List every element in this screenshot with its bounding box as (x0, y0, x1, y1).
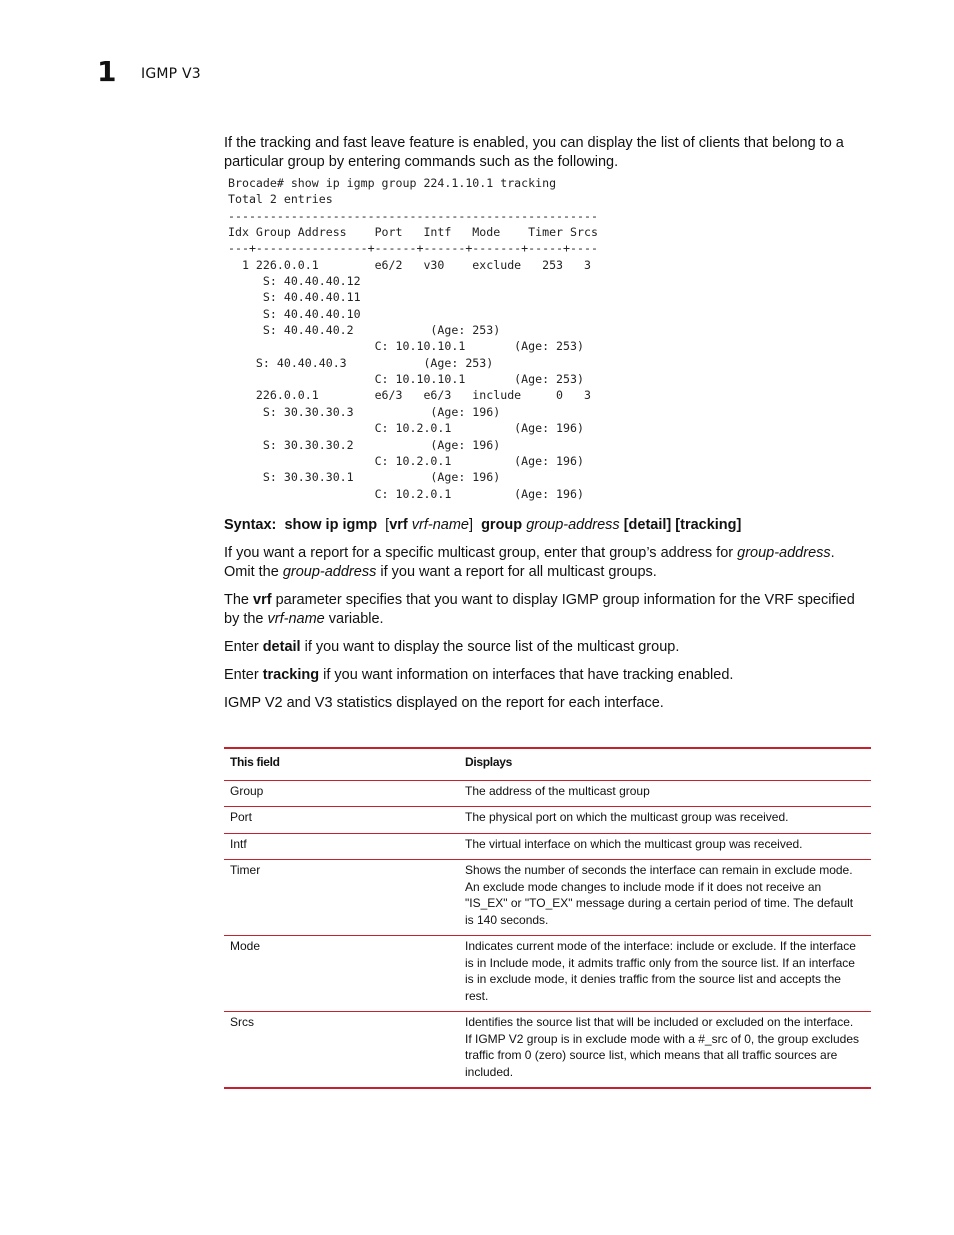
field-description-cell (459, 833, 871, 860)
field-name-cell: Mode (224, 936, 459, 1012)
description-line: The address of the multicast group (465, 783, 650, 798)
syntax-command: show ip igmp (284, 517, 378, 533)
field-description-cell (459, 860, 871, 936)
cli-line: S: 40.40.40.2 (Age: 253) (228, 323, 501, 338)
field-description-cell (459, 780, 871, 807)
cli-line: S: 40.40.40.10 (228, 306, 361, 321)
cli-line: S: 40.40.40.12 (228, 274, 361, 289)
syntax-label: Syntax: (224, 517, 277, 533)
table-row (224, 1012, 871, 1089)
description-line: If IGMP V2 group is in exclude mode with a #_src of 0, the group excludes traffic from 0 (zero) source list, which means that all traffic sources are included. (465, 1031, 859, 1079)
syntax-group-keyword: group (481, 517, 523, 533)
cli-line: S: 30.30.30.3 (Age: 196) (228, 404, 501, 419)
table-row (224, 780, 871, 807)
header-this-field: This field (224, 748, 459, 780)
cli-line: S: 40.40.40.3 (Age: 253) (228, 355, 494, 370)
header-displays: Displays (459, 748, 871, 780)
cli-line: C: 10.10.10.1 (Age: 253) (228, 339, 584, 354)
syntax-line (224, 517, 741, 533)
paragraph-detail: Enter detail if you want to display the source list of the multicast group. (224, 639, 680, 655)
syntax-tracking: [tracking] (675, 517, 742, 533)
paragraph-group-address: If you want a report for a specific multicast group, enter that group’s address for group-address. Omit the group-address if you want a report for all multicast groups. (224, 545, 835, 580)
cli-line: C: 10.2.0.1 (Age: 196) (228, 421, 584, 436)
field-name-cell: Intf (224, 833, 459, 860)
syntax-group-address: group-address (526, 517, 620, 533)
cli-line: C: 10.2.0.1 (Age: 196) (228, 453, 584, 468)
syntax-bracket: [ (385, 517, 390, 533)
paragraph-vrf: The vrf parameter specifies that you want to display IGMP group information for the VRF specified by the vrf-name variable. (224, 592, 855, 627)
field-name-cell: Group (224, 780, 459, 807)
table-header-row (224, 748, 871, 780)
cli-line: C: 10.2.0.1 (Age: 196) (228, 486, 584, 501)
cli-line: Brocade# show ip igmp group 224.1.10.1 tracking (228, 176, 557, 190)
cli-line: S: 40.40.40.11 (228, 290, 361, 305)
table-row (224, 860, 871, 936)
syntax-detail: [detail] (623, 517, 672, 533)
description-line: The physical port on which the multicast group was received. (465, 810, 789, 824)
paragraph-statistics: IGMP V2 and V3 statistics displayed on the report for each interface. (224, 695, 664, 711)
syntax-bracket: ] (468, 517, 474, 533)
paragraph-tracking: Enter tracking if you want information on interfaces that have tracking enabled. (224, 667, 734, 683)
field-name-cell: Timer (224, 860, 459, 936)
syntax-vrf-name: vrf-name (411, 517, 469, 533)
cli-line: ----------------------------------------------------- (228, 208, 598, 223)
field-name-cell: Port (224, 807, 459, 834)
description-line: Shows the number of seconds the interface can remain in exclude mode. An exclude mode changes to include mode if it does not receive an "IS_EX" or "TO_EX" message during a certain period of time. The default is 140 seconds. (465, 863, 854, 927)
cli-line: 226.0.0.1 e6/3 e6/3 include 0 3 (228, 388, 591, 403)
field-description-cell (459, 807, 871, 834)
field-description-cell (459, 936, 871, 1012)
syntax-vrf-keyword: vrf (389, 517, 408, 533)
field-description-cell (459, 1012, 871, 1089)
cli-line: 1 226.0.0.1 e6/2 v30 exclude 253 3 (228, 257, 591, 272)
cli-line: ---+----------------+------+------+-------+-----+---- (228, 241, 598, 256)
cli-line: S: 30.30.30.2 (Age: 196) (228, 437, 501, 452)
description-line: Indicates current mode of the interface: include or exclude. If the interface is in Include mode, it admits traffic only from the source list. If an interface is in exclude mode, it denies traffic from the source list and accepts the rest. (465, 939, 856, 1003)
running-head: IGMP V3 (141, 66, 201, 82)
field-name-cell: Srcs (224, 1012, 459, 1089)
description-line: Identifies the source list that will be included or excluded on the interface. (465, 1015, 854, 1029)
table-row (224, 936, 871, 1012)
table-row (224, 833, 871, 860)
field-description-table (224, 747, 871, 1089)
intro-paragraph: If the tracking and fast leave feature is enabled, you can display the list of clients that belong to a particular group by entering commands such as the following. (224, 135, 844, 170)
cli-line: Idx Group Address Port Intf Mode Timer Srcs (228, 225, 598, 240)
table-row (224, 807, 871, 834)
cli-output (228, 175, 598, 502)
chapter-number: 1 (97, 55, 117, 88)
cli-line: S: 30.30.30.1 (Age: 196) (228, 470, 501, 485)
cli-line: C: 10.10.10.1 (Age: 253) (228, 372, 584, 387)
cli-line: Total 2 entries (228, 192, 333, 207)
description-line: The virtual interface on which the multicast group was received. (465, 836, 803, 851)
